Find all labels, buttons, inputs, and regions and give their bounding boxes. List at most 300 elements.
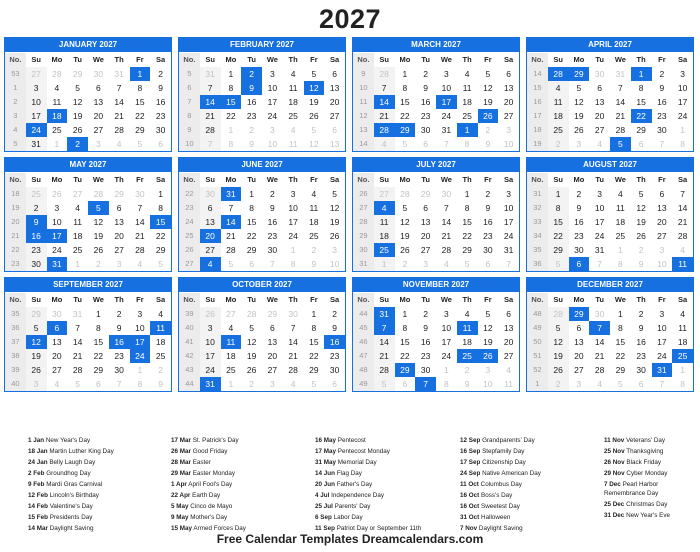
- day-cell: 30: [594, 69, 605, 79]
- holiday-entry: [315, 492, 445, 501]
- day-cell: 15: [615, 337, 626, 347]
- day-cell: 5: [576, 83, 582, 93]
- holiday-name: New Year's Eve: [626, 511, 670, 519]
- day-cell: 25: [155, 351, 166, 361]
- day-cell: 27: [329, 111, 340, 121]
- day-cell: 12: [483, 83, 493, 93]
- day-cell: 13: [52, 337, 62, 347]
- weekday-header: Mo: [51, 55, 63, 64]
- day-cell: 4: [75, 203, 80, 213]
- holiday-date: 28 Mar: [171, 458, 191, 466]
- day-cell: 7: [270, 259, 275, 269]
- holiday-date: 26 Mar: [171, 447, 191, 455]
- month-calendar: [178, 37, 346, 152]
- weekday-header: Tu: [421, 295, 430, 304]
- week-number: 17: [527, 109, 548, 123]
- day-cell: 17: [657, 337, 667, 347]
- week-number-header: No.: [353, 293, 374, 307]
- holiday-day-cell: 6: [569, 257, 590, 271]
- day-cell: 23: [420, 111, 431, 121]
- holiday-name: Grandparents' Day: [482, 437, 535, 444]
- weekday-header: Fr: [310, 175, 318, 184]
- weekday-header: Sa: [678, 175, 688, 184]
- day-cell: 6: [332, 69, 337, 79]
- holiday-entry: [28, 470, 158, 479]
- day-cell: 7: [200, 137, 221, 151]
- month-title: FEBRUARY 2027: [179, 38, 345, 52]
- day-cell: 3: [506, 189, 511, 199]
- weekday-header: Fr: [658, 295, 666, 304]
- week-number-header: No.: [179, 53, 200, 67]
- day-cell: 5: [249, 323, 254, 333]
- day-cell: 28: [374, 363, 395, 377]
- week-number: 13: [353, 123, 374, 137]
- day-cell: 14: [594, 337, 605, 347]
- holiday-name: Black Friday: [626, 458, 662, 466]
- day-cell: 7: [200, 81, 221, 95]
- holiday-name: Groundhog Day: [46, 469, 91, 477]
- week-number: 19: [527, 137, 548, 151]
- week-number: 44: [179, 377, 200, 391]
- day-cell: 27: [657, 231, 667, 241]
- week-number: 44: [353, 307, 374, 321]
- week-number: 48: [353, 363, 374, 377]
- holiday-date: 25 Nov: [604, 447, 625, 455]
- weekday-header: Tu: [421, 175, 430, 184]
- month-calendar: [4, 157, 172, 272]
- holiday-date: 6 Sep: [315, 513, 332, 521]
- footer-credit: Free Calendar Templates Dreamcalendars.com: [216, 532, 484, 546]
- week-number: 49: [527, 321, 548, 335]
- weekday-header: Fr: [136, 55, 144, 64]
- weekday-header: Su: [379, 295, 389, 304]
- holiday-date: 20 Jun: [315, 480, 335, 488]
- day-cell: 1: [402, 69, 408, 79]
- weekday-header: Su: [205, 175, 215, 184]
- day-cell: 28: [288, 365, 298, 375]
- day-cell: 15: [93, 337, 104, 347]
- weekday-header: Th: [462, 295, 472, 304]
- holiday-day-cell: 29: [569, 307, 590, 321]
- holiday-day-cell: 17: [436, 95, 457, 109]
- day-cell: 11: [504, 379, 514, 389]
- week-number: 34: [527, 229, 548, 243]
- week-number: 33: [527, 215, 548, 229]
- day-cell: 25: [615, 231, 626, 241]
- day-cell: 16: [420, 97, 431, 107]
- day-cell: 24: [594, 231, 605, 241]
- weekday-header: Su: [205, 55, 215, 64]
- holiday-day-cell: 15: [221, 95, 242, 109]
- day-cell: 23: [329, 351, 340, 361]
- day-cell: 5: [311, 125, 317, 135]
- week-number: 35: [5, 307, 26, 321]
- day-cell: 14: [72, 337, 83, 347]
- day-cell: 27: [226, 309, 236, 319]
- weekday-header: Sa: [678, 55, 688, 64]
- day-cell: 27: [26, 67, 47, 81]
- holiday-day-cell: 29: [395, 363, 416, 377]
- day-cell: 11: [678, 323, 688, 333]
- week-number: 31: [353, 257, 374, 271]
- day-cell: 10: [200, 335, 221, 349]
- holiday-entry: [460, 448, 590, 457]
- holiday-day-cell: 26: [478, 109, 499, 123]
- day-cell: 23: [483, 231, 493, 241]
- day-cell: 26: [26, 363, 47, 377]
- day-cell: 9: [576, 203, 582, 213]
- day-cell: 8: [444, 379, 449, 389]
- holiday-day-cell: 12: [26, 335, 47, 349]
- day-cell: 30: [52, 309, 62, 319]
- day-cell: 8: [228, 83, 234, 93]
- holiday-date: 11 Nov: [604, 437, 625, 444]
- day-cell: 20: [503, 337, 514, 347]
- day-cell: 12: [93, 217, 104, 227]
- day-cell: 23: [114, 351, 124, 361]
- day-cell: 7: [137, 203, 143, 213]
- holiday-name: Mother's Day: [190, 513, 228, 521]
- holiday-day-cell: 16: [109, 335, 130, 349]
- weekday-header: Mo: [225, 175, 237, 184]
- holiday-day-cell: 24: [26, 123, 47, 137]
- day-cell: 28: [246, 309, 257, 319]
- month-title: OCTOBER 2027: [179, 278, 345, 292]
- day-cell: 15: [636, 97, 646, 107]
- day-cell: 21: [615, 111, 626, 121]
- weekday-header: We: [266, 295, 278, 304]
- day-cell: 26: [548, 363, 569, 377]
- day-cell: 13: [267, 337, 278, 347]
- day-cell: 24: [267, 111, 278, 121]
- holiday-column: [28, 437, 158, 536]
- day-cell: 26: [636, 231, 646, 241]
- week-number: 19: [5, 201, 26, 215]
- weekday-header: Sa: [678, 295, 688, 304]
- day-cell: 8: [137, 83, 143, 93]
- day-cell: 2: [26, 201, 47, 215]
- holiday-date: 7 Dec: [604, 480, 621, 488]
- week-number-header: No.: [353, 173, 374, 187]
- day-cell: 8: [618, 323, 623, 333]
- day-cell: 29: [246, 245, 257, 255]
- day-cell: 2: [548, 137, 569, 151]
- day-cell: 1: [548, 187, 569, 201]
- week-number: 9: [353, 67, 374, 81]
- day-cell: 17: [677, 97, 688, 107]
- day-cell: 21: [288, 351, 298, 361]
- day-cell: 16: [574, 217, 584, 227]
- day-cell: 7: [659, 139, 665, 149]
- day-cell: 5: [618, 379, 623, 389]
- day-cell: 30: [574, 245, 584, 255]
- holiday-date: 12 Sep: [460, 437, 481, 444]
- day-cell: 6: [659, 189, 665, 199]
- day-cell: 19: [72, 111, 83, 121]
- day-cell: 18: [309, 217, 319, 227]
- day-cell: 5: [137, 139, 143, 149]
- day-cell: 17: [503, 217, 514, 227]
- day-cell: 10: [657, 323, 667, 333]
- day-cell: 22: [226, 111, 236, 121]
- holiday-name: Citizenship Day: [482, 458, 526, 466]
- day-cell: 6: [96, 83, 101, 93]
- day-cell: 28: [226, 245, 236, 255]
- holiday-day-cell: 7: [374, 321, 395, 335]
- month-day-grid: [179, 292, 345, 391]
- weekday-header: Tu: [73, 55, 82, 64]
- day-cell: 16: [636, 337, 646, 347]
- day-cell: 24: [200, 363, 221, 377]
- day-cell: 4: [680, 309, 685, 319]
- day-cell: 7: [597, 259, 602, 269]
- day-cell: 7: [506, 259, 511, 269]
- holiday-entry: [604, 459, 700, 468]
- day-cell: 6: [506, 69, 511, 79]
- day-cell: 28: [400, 189, 410, 199]
- holiday-name: Easter Monday: [192, 469, 236, 477]
- holiday-column: [171, 437, 301, 536]
- day-cell: 7: [75, 323, 80, 333]
- day-cell: 4: [54, 83, 60, 93]
- day-cell: 6: [200, 201, 221, 215]
- day-cell: 29: [548, 243, 569, 257]
- day-cell: 2: [116, 309, 122, 319]
- day-cell: 6: [332, 125, 337, 135]
- day-cell: 23: [657, 111, 667, 121]
- day-cell: 8: [228, 139, 234, 149]
- day-cell: 11: [52, 97, 62, 107]
- weekday-header: Fr: [136, 175, 144, 184]
- day-cell: 30: [636, 365, 646, 375]
- day-cell: 7: [374, 81, 395, 95]
- day-cell: 16: [420, 337, 431, 347]
- month-calendar: [352, 157, 520, 272]
- day-cell: 29: [72, 69, 83, 79]
- day-cell: 3: [200, 321, 221, 335]
- day-cell: 6: [402, 379, 408, 389]
- day-cell: 9: [311, 259, 317, 269]
- day-cell: 2: [464, 365, 470, 375]
- day-cell: 26: [200, 307, 221, 321]
- day-cell: 28: [441, 245, 452, 255]
- day-cell: 2: [548, 377, 569, 391]
- day-cell: 4: [618, 189, 623, 199]
- holiday-date: 16 May: [315, 437, 337, 444]
- week-number: 22: [5, 243, 26, 257]
- day-cell: 2: [158, 69, 163, 79]
- day-cell: 18: [548, 109, 569, 123]
- weekday-header: Mo: [51, 175, 63, 184]
- day-cell: 27: [72, 189, 83, 199]
- holiday-date: 15 May: [171, 524, 193, 532]
- day-cell: 27: [374, 187, 395, 201]
- day-cell: 29: [114, 189, 124, 199]
- holiday-day-cell: 14: [221, 215, 242, 229]
- day-cell: 27: [503, 351, 514, 361]
- holiday-column: [460, 437, 590, 536]
- weekday-header: Th: [636, 295, 646, 304]
- day-cell: 17: [267, 97, 278, 107]
- day-cell: 16: [246, 97, 257, 107]
- day-cell: 26: [93, 245, 104, 255]
- day-cell: 7: [680, 189, 685, 199]
- day-cell: 5: [332, 189, 337, 199]
- day-cell: 31: [26, 137, 47, 151]
- day-cell: 23: [574, 231, 584, 241]
- day-cell: 29: [26, 307, 47, 321]
- day-cell: 3: [54, 203, 60, 213]
- weekday-header: Sa: [156, 295, 166, 304]
- weekday-header: Th: [636, 55, 646, 64]
- day-cell: 27: [420, 245, 431, 255]
- week-number: 30: [353, 243, 374, 257]
- day-cell: 6: [638, 379, 644, 389]
- weekday-header: Su: [553, 175, 563, 184]
- day-cell: 8: [638, 83, 644, 93]
- holiday-name: Patriot Day or September 11th: [336, 524, 422, 532]
- holiday-name: Cyber Monday: [626, 469, 668, 477]
- day-cell: 15: [246, 217, 257, 227]
- day-cell: 1: [680, 125, 685, 135]
- holiday-entry: [171, 459, 301, 468]
- day-cell: 3: [270, 69, 275, 79]
- day-cell: 4: [444, 259, 449, 269]
- week-number: 9: [179, 123, 200, 137]
- day-cell: 2: [158, 365, 163, 375]
- day-cell: 22: [400, 111, 410, 121]
- day-cell: 29: [462, 245, 472, 255]
- day-cell: 2: [270, 189, 275, 199]
- day-cell: 3: [597, 189, 602, 199]
- week-number-header: No.: [353, 53, 374, 67]
- month-calendar: [4, 277, 172, 392]
- day-cell: 17: [441, 337, 452, 347]
- day-cell: 5: [75, 83, 80, 93]
- day-cell: 4: [464, 309, 470, 319]
- day-cell: 20: [52, 351, 62, 361]
- day-cell: 19: [329, 217, 340, 227]
- day-cell: 3: [270, 125, 275, 135]
- day-cell: 11: [309, 203, 319, 213]
- day-cell: 30: [420, 125, 431, 135]
- week-number: 40: [179, 321, 200, 335]
- month-day-grid: [179, 172, 345, 271]
- day-cell: 19: [483, 97, 493, 107]
- holiday-day-cell: 4: [200, 257, 221, 271]
- holiday-date: 18 Jan: [28, 447, 48, 455]
- day-cell: 13: [420, 217, 431, 227]
- day-cell: 9: [464, 379, 470, 389]
- day-cell: 13: [503, 323, 514, 333]
- weekday-header: Mo: [399, 295, 411, 304]
- weekday-header: Tu: [73, 295, 82, 304]
- day-cell: 10: [52, 217, 62, 227]
- month-day-grid: [179, 52, 345, 151]
- day-cell: 10: [594, 203, 605, 213]
- day-cell: 9: [638, 323, 644, 333]
- month-day-grid: [5, 292, 171, 391]
- weekday-header: Sa: [156, 55, 166, 64]
- week-number: 8: [179, 109, 200, 123]
- holiday-name: Christmas Day: [626, 500, 668, 508]
- holiday-date: 29 Nov: [604, 469, 625, 477]
- day-cell: 4: [548, 81, 569, 95]
- day-cell: 7: [290, 323, 296, 333]
- weekday-header: Mo: [399, 55, 411, 64]
- holiday-entry: [315, 514, 445, 523]
- day-cell: 28: [594, 365, 605, 375]
- week-number: 26: [353, 187, 374, 201]
- day-cell: 21: [226, 231, 236, 241]
- day-cell: 29: [309, 365, 319, 375]
- day-cell: 10: [441, 83, 452, 93]
- day-cell: 9: [423, 323, 428, 333]
- day-cell: 13: [200, 215, 221, 229]
- holiday-day-cell: 11: [672, 257, 693, 271]
- day-cell: 15: [400, 97, 410, 107]
- holiday-day-cell: 29: [569, 67, 590, 81]
- holiday-entry: [315, 448, 445, 457]
- day-cell: 23: [246, 111, 257, 121]
- day-cell: 29: [267, 309, 278, 319]
- holiday-name: Valentine's Day: [49, 502, 93, 510]
- weekday-header: Sa: [504, 295, 514, 304]
- holiday-date: 16 Oct: [460, 502, 480, 510]
- weekday-header: Th: [636, 175, 646, 184]
- day-cell: 1: [374, 257, 395, 271]
- day-cell: 31: [114, 69, 124, 79]
- day-cell: 12: [574, 97, 584, 107]
- day-cell: 24: [441, 351, 452, 361]
- day-cell: 6: [423, 203, 428, 213]
- holiday-date: 31 May: [315, 458, 337, 466]
- holiday-entry: [315, 459, 445, 468]
- day-cell: 30: [657, 125, 667, 135]
- holiday-date: 24 Jan: [28, 458, 48, 466]
- month-title: SEPTEMBER 2027: [5, 278, 171, 292]
- day-cell: 9: [485, 139, 491, 149]
- day-cell: 24: [288, 231, 298, 241]
- day-cell: 3: [26, 377, 47, 391]
- day-cell: 29: [615, 365, 626, 375]
- holiday-day-cell: 14: [374, 95, 395, 109]
- week-number-header: No.: [5, 293, 26, 307]
- weekday-header: Th: [462, 175, 472, 184]
- day-cell: 10: [329, 259, 340, 269]
- weekday-header: Su: [205, 295, 215, 304]
- day-cell: 19: [400, 231, 410, 241]
- week-number: 29: [353, 229, 374, 243]
- day-cell: 8: [680, 379, 685, 389]
- weekday-header: Su: [553, 55, 563, 64]
- day-cell: 7: [444, 139, 449, 149]
- day-cell: 21: [374, 349, 395, 363]
- day-cell: 2: [485, 189, 491, 199]
- day-cell: 1: [158, 189, 163, 199]
- week-number: 5: [179, 67, 200, 81]
- day-cell: 16: [267, 217, 278, 227]
- day-cell: 31: [441, 125, 452, 135]
- holiday-day-cell: 17: [130, 335, 151, 349]
- holiday-name: Father's Day: [336, 480, 373, 488]
- day-cell: 15: [548, 215, 569, 229]
- day-cell: 28: [548, 307, 569, 321]
- weekday-header: Su: [553, 295, 563, 304]
- holiday-name: Pentecost Monday: [337, 447, 390, 455]
- holiday-entry: [171, 492, 301, 501]
- day-cell: 12: [483, 323, 493, 333]
